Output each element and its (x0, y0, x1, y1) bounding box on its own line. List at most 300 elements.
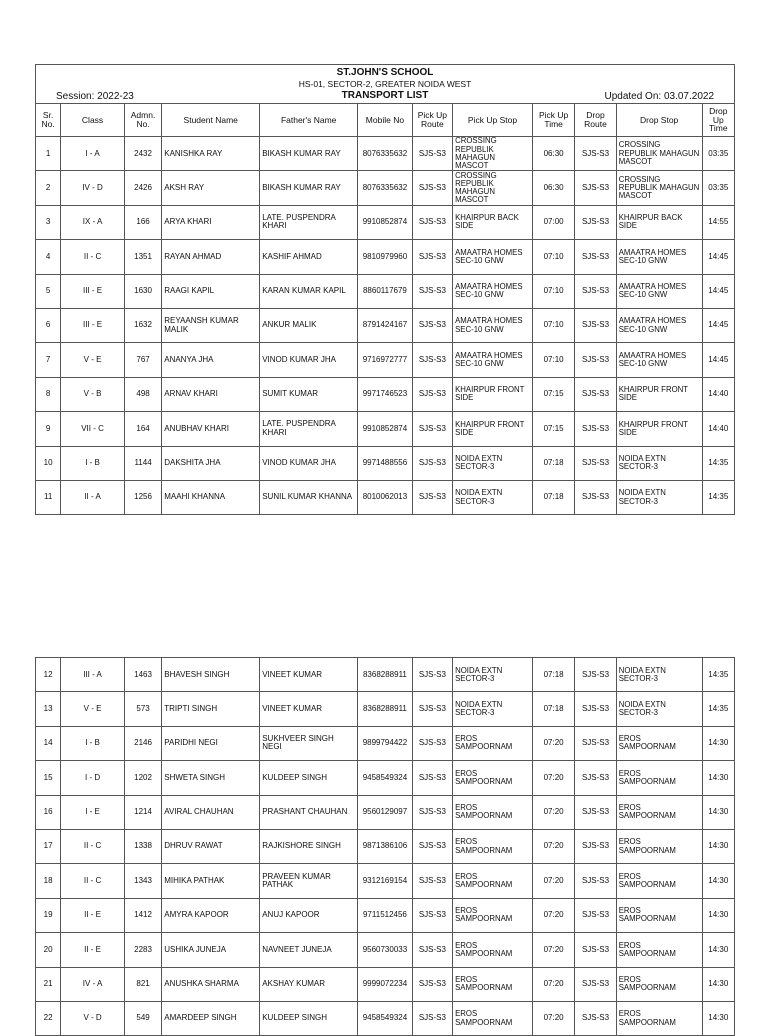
cell-mobile: 9312169154 (358, 864, 413, 898)
cell-pickup-route: SJS-S3 (412, 933, 452, 967)
cell-pickup-stop: KHAIRPUR FRONT SIDE (453, 377, 533, 411)
cell-class: V - E (61, 343, 125, 377)
col-header-pickup-stop: Pick Up Stop (453, 104, 533, 137)
cell-sr: 15 (36, 761, 61, 795)
cell-sr: 21 (36, 967, 61, 1001)
cell-drop-route: SJS-S3 (575, 274, 616, 308)
cell-sr: 22 (36, 1001, 61, 1035)
cell-father-name: BIKASH KUMAR RAY (260, 137, 358, 171)
cell-sr: 3 (36, 205, 61, 239)
table-header-row (36, 104, 735, 137)
cell-pickup-time: 07:10 (532, 240, 574, 274)
cell-class: V - E (61, 692, 125, 726)
cell-class: II - C (61, 240, 125, 274)
cell-pickup-time: 07:15 (532, 412, 574, 446)
session-label: Session: 2022-23 (56, 91, 134, 102)
cell-admn: 1632 (124, 308, 161, 342)
cell-pickup-time: 07:10 (532, 274, 574, 308)
cell-drop-stop: CROSSING REPUBLIK MAHAGUN MASCOT (616, 171, 702, 205)
cell-pickup-time: 07:20 (532, 967, 574, 1001)
cell-father-name: SUMIT KUMAR (260, 377, 358, 411)
cell-drop-stop: AMAATRA HOMES SEC-10 GNW (616, 274, 702, 308)
cell-pickup-time: 07:10 (532, 343, 574, 377)
cell-mobile: 9716972777 (358, 343, 413, 377)
cell-father-name: VINOD KUMAR JHA (260, 343, 358, 377)
cell-drop-stop: EROS SAMPOORNAM (616, 967, 702, 1001)
cell-drop-route: SJS-S3 (575, 377, 616, 411)
cell-father-name: SUNIL KUMAR KHANNA (260, 480, 358, 514)
cell-father-name: VINEET KUMAR (260, 658, 358, 692)
cell-drop-route: SJS-S3 (575, 933, 616, 967)
cell-pickup-stop: NOIDA EXTN SECTOR-3 (453, 480, 533, 514)
cell-mobile: 9711512456 (358, 898, 413, 932)
table-row (36, 240, 735, 274)
cell-class: III - E (61, 308, 125, 342)
cell-admn: 1412 (124, 898, 161, 932)
cell-drop-stop: EROS SAMPOORNAM (616, 726, 702, 760)
cell-admn: 1463 (124, 658, 161, 692)
cell-drop-route: SJS-S3 (575, 761, 616, 795)
table-body (36, 137, 735, 515)
cell-student-name: KANISHKA RAY (162, 137, 260, 171)
cell-drop-route: SJS-S3 (575, 967, 616, 1001)
cell-pickup-time: 07:10 (532, 308, 574, 342)
table-row (36, 658, 735, 692)
cell-sr: 5 (36, 274, 61, 308)
cell-class: I - A (61, 137, 125, 171)
cell-mobile: 8860117679 (358, 274, 413, 308)
cell-drop-time: 14:40 (702, 412, 734, 446)
cell-drop-stop: NOIDA EXTN SECTOR-3 (616, 658, 702, 692)
cell-drop-time: 14:30 (702, 726, 734, 760)
cell-drop-stop: EROS SAMPOORNAM (616, 933, 702, 967)
school-name: ST.JOHN'S SCHOOL (336, 67, 434, 78)
cell-drop-time: 14:40 (702, 377, 734, 411)
cell-drop-stop: EROS SAMPOORNAM (616, 761, 702, 795)
table-row (36, 137, 735, 171)
cell-pickup-time: 07:00 (532, 205, 574, 239)
cell-drop-route: SJS-S3 (575, 829, 616, 863)
cell-drop-route: SJS-S3 (575, 205, 616, 239)
cell-mobile: 9560730033 (358, 933, 413, 967)
col-header-student: Student Name (162, 104, 260, 137)
cell-student-name: ANANYA JHA (162, 343, 260, 377)
table-row (36, 829, 735, 863)
table-row (36, 412, 735, 446)
cell-drop-time: 14:30 (702, 933, 734, 967)
cell-drop-route: SJS-S3 (575, 692, 616, 726)
cell-pickup-time: 07:18 (532, 446, 574, 480)
cell-father-name: AKSHAY KUMAR (260, 967, 358, 1001)
cell-sr: 17 (36, 829, 61, 863)
cell-drop-route: SJS-S3 (575, 446, 616, 480)
cell-pickup-stop: EROS SAMPOORNAM (453, 898, 533, 932)
cell-pickup-route: SJS-S3 (412, 898, 452, 932)
document-header (35, 64, 735, 103)
cell-admn: 2432 (124, 137, 161, 171)
cell-mobile: 9910852874 (358, 205, 413, 239)
cell-sr: 10 (36, 446, 61, 480)
cell-sr: 20 (36, 933, 61, 967)
cell-father-name: SUKHVEER SINGH NEGI (260, 726, 358, 760)
cell-student-name: RAYAN AHMAD (162, 240, 260, 274)
cell-drop-time: 14:30 (702, 864, 734, 898)
cell-admn: 549 (124, 1001, 161, 1035)
cell-sr: 6 (36, 308, 61, 342)
cell-class: II - C (61, 864, 125, 898)
cell-mobile: 8368288911 (358, 692, 413, 726)
cell-class: IX - A (61, 205, 125, 239)
cell-pickup-route: SJS-S3 (412, 205, 452, 239)
cell-drop-route: SJS-S3 (575, 1001, 616, 1035)
col-header-drop-stop: Drop Stop (616, 104, 702, 137)
table-row (36, 343, 735, 377)
cell-pickup-time: 07:20 (532, 795, 574, 829)
cell-admn: 2283 (124, 933, 161, 967)
school-address: HS-01, SECTOR-2, GREATER NOIDA WEST (298, 79, 472, 89)
cell-class: V - D (61, 1001, 125, 1035)
cell-sr: 19 (36, 898, 61, 932)
cell-drop-stop: KHAIRPUR FRONT SIDE (616, 412, 702, 446)
cell-student-name: ANUSHKA SHARMA (162, 967, 260, 1001)
cell-sr: 2 (36, 171, 61, 205)
cell-drop-route: SJS-S3 (575, 864, 616, 898)
cell-drop-stop: KHAIRPUR FRONT SIDE (616, 377, 702, 411)
document-title: TRANSPORT LIST (341, 90, 429, 101)
table-row (36, 898, 735, 932)
cell-sr: 4 (36, 240, 61, 274)
cell-pickup-time: 07:20 (532, 864, 574, 898)
cell-student-name: AKSH RAY (162, 171, 260, 205)
cell-father-name: VINEET KUMAR (260, 692, 358, 726)
cell-student-name: ARYA KHARI (162, 205, 260, 239)
col-header-pickup-route: Pick Up Route (412, 104, 452, 137)
cell-drop-time: 14:30 (702, 761, 734, 795)
cell-pickup-stop: CROSSING REPUBLIK MAHAGUN MASCOT (453, 171, 533, 205)
table-row (36, 480, 735, 514)
cell-drop-time: 14:30 (702, 1001, 734, 1035)
cell-mobile: 9971488556 (358, 446, 413, 480)
cell-admn: 821 (124, 967, 161, 1001)
cell-father-name: ANKUR MALIK (260, 308, 358, 342)
table-row (36, 967, 735, 1001)
cell-mobile: 8791424167 (358, 308, 413, 342)
cell-pickup-route: SJS-S3 (412, 1001, 452, 1035)
cell-pickup-stop: AMAATRA HOMES SEC-10 GNW (453, 343, 533, 377)
cell-pickup-time: 07:20 (532, 829, 574, 863)
cell-drop-time: 14:45 (702, 308, 734, 342)
cell-drop-route: SJS-S3 (575, 240, 616, 274)
cell-drop-stop: NOIDA EXTN SECTOR-3 (616, 446, 702, 480)
cell-sr: 16 (36, 795, 61, 829)
cell-pickup-time: 07:20 (532, 933, 574, 967)
cell-drop-stop: AMAATRA HOMES SEC-10 GNW (616, 240, 702, 274)
cell-pickup-route: SJS-S3 (412, 343, 452, 377)
cell-father-name: LATE. PUSPENDRA KHARI (260, 412, 358, 446)
cell-mobile: 9971746523 (358, 377, 413, 411)
cell-student-name: SHWETA SINGH (162, 761, 260, 795)
cell-drop-time: 14:30 (702, 829, 734, 863)
cell-drop-time: 14:30 (702, 795, 734, 829)
cell-drop-time: 03:35 (702, 171, 734, 205)
cell-father-name: VINOD KUMAR JHA (260, 446, 358, 480)
transport-list-page-1 (35, 64, 735, 515)
cell-drop-stop: EROS SAMPOORNAM (616, 829, 702, 863)
cell-admn: 1202 (124, 761, 161, 795)
cell-pickup-stop: EROS SAMPOORNAM (453, 761, 533, 795)
cell-drop-route: SJS-S3 (575, 308, 616, 342)
cell-mobile: 8368288911 (358, 658, 413, 692)
cell-mobile: 8076335632 (358, 137, 413, 171)
cell-admn: 166 (124, 205, 161, 239)
cell-pickup-stop: NOIDA EXTN SECTOR-3 (453, 692, 533, 726)
cell-student-name: AVIRAL CHAUHAN (162, 795, 260, 829)
table-row (36, 377, 735, 411)
cell-pickup-route: SJS-S3 (412, 274, 452, 308)
cell-student-name: DAKSHITA JHA (162, 446, 260, 480)
cell-drop-stop: AMAATRA HOMES SEC-10 GNW (616, 343, 702, 377)
cell-mobile: 9458549324 (358, 761, 413, 795)
cell-admn: 1343 (124, 864, 161, 898)
cell-class: III - E (61, 274, 125, 308)
cell-drop-route: SJS-S3 (575, 171, 616, 205)
table-row (36, 205, 735, 239)
cell-mobile: 9810979960 (358, 240, 413, 274)
cell-admn: 2146 (124, 726, 161, 760)
cell-student-name: REYAANSH KUMAR MALIK (162, 308, 260, 342)
cell-admn: 1338 (124, 829, 161, 863)
cell-sr: 11 (36, 480, 61, 514)
table-row (36, 308, 735, 342)
cell-pickup-time: 06:30 (532, 171, 574, 205)
table-row (36, 171, 735, 205)
cell-pickup-stop: AMAATRA HOMES SEC-10 GNW (453, 308, 533, 342)
cell-pickup-route: SJS-S3 (412, 658, 452, 692)
updated-date: Updated On: 03.07.2022 (604, 91, 714, 102)
cell-pickup-route: SJS-S3 (412, 240, 452, 274)
cell-drop-route: SJS-S3 (575, 658, 616, 692)
cell-sr: 14 (36, 726, 61, 760)
cell-admn: 498 (124, 377, 161, 411)
cell-drop-time: 14:45 (702, 274, 734, 308)
cell-admn: 573 (124, 692, 161, 726)
cell-drop-route: SJS-S3 (575, 137, 616, 171)
cell-drop-stop: CROSSING REPUBLIK MAHAGUN MASCOT (616, 137, 702, 171)
cell-drop-time: 14:30 (702, 967, 734, 1001)
cell-father-name: PRAVEEN KUMAR PATHAK (260, 864, 358, 898)
cell-drop-route: SJS-S3 (575, 480, 616, 514)
col-header-class: Class (61, 104, 125, 137)
cell-pickup-route: SJS-S3 (412, 308, 452, 342)
cell-student-name: DHRUV RAWAT (162, 829, 260, 863)
cell-drop-time: 14:30 (702, 898, 734, 932)
cell-father-name: KARAN KUMAR KAPIL (260, 274, 358, 308)
cell-pickup-stop: EROS SAMPOORNAM (453, 829, 533, 863)
cell-mobile: 8010062013 (358, 480, 413, 514)
cell-class: II - C (61, 829, 125, 863)
cell-pickup-stop: EROS SAMPOORNAM (453, 726, 533, 760)
col-header-drop-route: Drop Route (575, 104, 616, 137)
cell-pickup-time: 07:20 (532, 898, 574, 932)
cell-pickup-stop: NOIDA EXTN SECTOR-3 (453, 658, 533, 692)
cell-admn: 1144 (124, 446, 161, 480)
cell-drop-time: 14:35 (702, 692, 734, 726)
cell-mobile: 9899794422 (358, 726, 413, 760)
cell-drop-stop: KHAIRPUR BACK SIDE (616, 205, 702, 239)
cell-admn: 1256 (124, 480, 161, 514)
cell-drop-stop: EROS SAMPOORNAM (616, 1001, 702, 1035)
cell-pickup-route: SJS-S3 (412, 795, 452, 829)
cell-pickup-time: 07:15 (532, 377, 574, 411)
cell-pickup-stop: EROS SAMPOORNAM (453, 864, 533, 898)
cell-mobile: 9560129097 (358, 795, 413, 829)
cell-class: IV - A (61, 967, 125, 1001)
cell-pickup-stop: KHAIRPUR BACK SIDE (453, 205, 533, 239)
col-header-pickup-time: Pick Up Time (532, 104, 574, 137)
cell-pickup-time: 07:20 (532, 1001, 574, 1035)
cell-pickup-stop: AMAATRA HOMES SEC-10 GNW (453, 240, 533, 274)
cell-pickup-stop: KHAIRPUR FRONT SIDE (453, 412, 533, 446)
cell-class: II - E (61, 898, 125, 932)
cell-pickup-route: SJS-S3 (412, 377, 452, 411)
cell-pickup-stop: NOIDA EXTN SECTOR-3 (453, 446, 533, 480)
col-header-admn: Admn. No. (124, 104, 161, 137)
cell-pickup-route: SJS-S3 (412, 864, 452, 898)
cell-drop-time: 14:35 (702, 446, 734, 480)
cell-pickup-time: 07:20 (532, 761, 574, 795)
cell-drop-route: SJS-S3 (575, 726, 616, 760)
cell-mobile: 8076335632 (358, 171, 413, 205)
cell-sr: 13 (36, 692, 61, 726)
cell-student-name: BHAVESH SINGH (162, 658, 260, 692)
cell-pickup-time: 07:18 (532, 692, 574, 726)
cell-student-name: PARIDHI NEGI (162, 726, 260, 760)
cell-class: IV - D (61, 171, 125, 205)
cell-father-name: PRASHANT CHAUHAN (260, 795, 358, 829)
cell-father-name: KULDEEP SINGH (260, 761, 358, 795)
cell-sr: 7 (36, 343, 61, 377)
cell-admn: 1630 (124, 274, 161, 308)
cell-pickup-stop: EROS SAMPOORNAM (453, 967, 533, 1001)
col-header-drop-time: Drop Up Time (702, 104, 734, 137)
cell-student-name: AMYRA KAPOOR (162, 898, 260, 932)
transport-table (35, 103, 735, 515)
cell-father-name: BIKASH KUMAR RAY (260, 171, 358, 205)
table-row (36, 761, 735, 795)
table-row (36, 1001, 735, 1035)
cell-father-name: KASHIF AHMAD (260, 240, 358, 274)
cell-drop-stop: EROS SAMPOORNAM (616, 898, 702, 932)
cell-admn: 1214 (124, 795, 161, 829)
cell-drop-time: 03:35 (702, 137, 734, 171)
col-header-father: Father's Name (260, 104, 358, 137)
cell-pickup-stop: CROSSING REPUBLIK MAHAGUN MASCOT (453, 137, 533, 171)
cell-pickup-stop: AMAATRA HOMES SEC-10 GNW (453, 274, 533, 308)
cell-pickup-time: 06:30 (532, 137, 574, 171)
cell-mobile: 9871386106 (358, 829, 413, 863)
cell-sr: 1 (36, 137, 61, 171)
cell-mobile: 9910852874 (358, 412, 413, 446)
cell-drop-time: 14:55 (702, 205, 734, 239)
cell-pickup-route: SJS-S3 (412, 692, 452, 726)
cell-pickup-route: SJS-S3 (412, 726, 452, 760)
cell-pickup-route: SJS-S3 (412, 171, 452, 205)
cell-drop-time: 14:35 (702, 658, 734, 692)
cell-class: I - B (61, 726, 125, 760)
cell-class: II - A (61, 480, 125, 514)
cell-admn: 164 (124, 412, 161, 446)
cell-pickup-time: 07:18 (532, 658, 574, 692)
cell-drop-stop: EROS SAMPOORNAM (616, 795, 702, 829)
cell-drop-stop: AMAATRA HOMES SEC-10 GNW (616, 308, 702, 342)
cell-pickup-route: SJS-S3 (412, 137, 452, 171)
cell-drop-stop: NOIDA EXTN SECTOR-3 (616, 480, 702, 514)
cell-student-name: MIHIKA PATHAK (162, 864, 260, 898)
cell-sr: 12 (36, 658, 61, 692)
cell-father-name: ANUJ KAPOOR (260, 898, 358, 932)
cell-drop-route: SJS-S3 (575, 795, 616, 829)
cell-drop-stop: NOIDA EXTN SECTOR-3 (616, 692, 702, 726)
cell-student-name: MAAHI KHANNA (162, 480, 260, 514)
cell-sr: 18 (36, 864, 61, 898)
cell-class: I - E (61, 795, 125, 829)
cell-drop-time: 14:45 (702, 240, 734, 274)
table-row (36, 274, 735, 308)
cell-sr: 9 (36, 412, 61, 446)
cell-mobile: 9999072234 (358, 967, 413, 1001)
cell-drop-route: SJS-S3 (575, 343, 616, 377)
cell-class: I - B (61, 446, 125, 480)
cell-drop-time: 14:35 (702, 480, 734, 514)
table-row (36, 933, 735, 967)
cell-class: VII - C (61, 412, 125, 446)
cell-pickup-stop: EROS SAMPOORNAM (453, 795, 533, 829)
cell-class: I - D (61, 761, 125, 795)
cell-drop-time: 14:45 (702, 343, 734, 377)
cell-father-name: NAVNEET JUNEJA (260, 933, 358, 967)
cell-drop-stop: EROS SAMPOORNAM (616, 864, 702, 898)
cell-pickup-time: 07:20 (532, 726, 574, 760)
cell-student-name: ANUBHAV KHARI (162, 412, 260, 446)
cell-pickup-stop: EROS SAMPOORNAM (453, 933, 533, 967)
cell-pickup-route: SJS-S3 (412, 412, 452, 446)
cell-mobile: 9458549324 (358, 1001, 413, 1035)
cell-drop-route: SJS-S3 (575, 412, 616, 446)
cell-sr: 8 (36, 377, 61, 411)
cell-class: III - A (61, 658, 125, 692)
cell-pickup-time: 07:18 (532, 480, 574, 514)
cell-student-name: AMARDEEP SINGH (162, 1001, 260, 1035)
table-row (36, 726, 735, 760)
cell-student-name: ARNAV KHARI (162, 377, 260, 411)
cell-student-name: USHIKA JUNEJA (162, 933, 260, 967)
cell-pickup-route: SJS-S3 (412, 761, 452, 795)
cell-student-name: RAAGI KAPIL (162, 274, 260, 308)
cell-admn: 2426 (124, 171, 161, 205)
cell-admn: 1351 (124, 240, 161, 274)
cell-class: V - B (61, 377, 125, 411)
cell-father-name: KULDEEP SINGH (260, 1001, 358, 1035)
cell-admn: 767 (124, 343, 161, 377)
col-header-mobile: Mobile No (358, 104, 413, 137)
transport-list-page-2 (35, 657, 735, 1036)
cell-pickup-route: SJS-S3 (412, 480, 452, 514)
table-row (36, 795, 735, 829)
cell-pickup-route: SJS-S3 (412, 446, 452, 480)
cell-pickup-stop: EROS SAMPOORNAM (453, 1001, 533, 1035)
col-header-sr: Sr. No. (36, 104, 61, 137)
table-row (36, 692, 735, 726)
